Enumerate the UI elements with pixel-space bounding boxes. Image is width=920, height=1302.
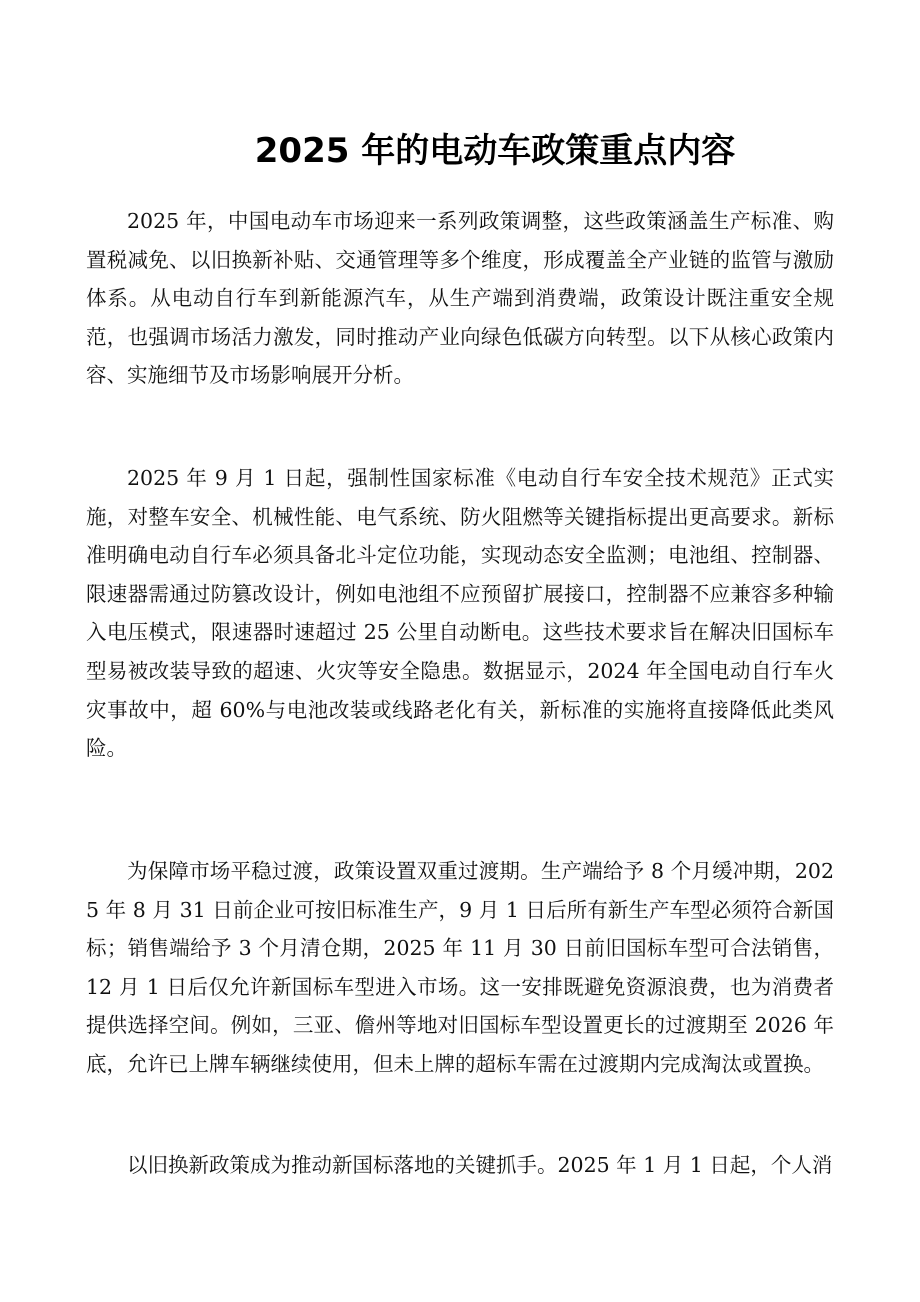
- paragraph-trade-in: 以旧换新政策成为推动新国标落地的关键抓手。2025 年 1 月 1 日起，个人消: [127, 1153, 833, 1177]
- document-title: 2025 年的电动车政策重点内容: [254, 131, 736, 171]
- paragraph-intro: 2025 年，中国电动车市场迎来一系列政策调整，这些政策涵盖生产标准、购置税减免、以旧换新补贴、交通管理等多个维度，形成覆盖全产业链的监管与激励体系。从电动自行车到新能源汽车，从生产端到消费端，政策设计既注重安全规范，也强调市场活力激发，同时推动产业向绿色低碳方向转型。以下从核心政策内容、实施细节及市场影响展开分析。: [86, 209, 834, 388]
- paragraph-safety-standard: 2025 年 9 月 1 日起，强制性国家标准《电动自行车安全技术规范》正式实施，对整车安全、机械性能、电气系统、防火阻燃等关键指标提出更高要求。新标准明确电动自行车必须具备北斗定位功能，实现动态安全监测；电池组、控制器、限速器需通过防篡改设计，例如电池组不应预留扩展接口，控制器不应兼容多种输入电压模式，限速器时速超过 25 公里自动断电。这些技术要求旨在解决旧国标车型易被改装导致的超速、火灾等安全隐患。数据显示，2024 年全国电动自行车火灾事故中，超 60%与电池改装或线路老化有关，新标准的实施将直接降低此类风险。: [86, 466, 834, 761]
- paragraph-transition-period: 为保障市场平稳过渡，政策设置双重过渡期。生产端给予 8 个月缓冲期，2025 年 8 月 31 日前企业可按旧标准生产，9 月 1 日后所有新生产车型必须符合新国标；销售端给予 3 个月清仓期，2025 年 11 月 30 日前旧国标车型可合法销售，12 月 1 日后仅允许新国标车型进入市场。这一安排既避免资源浪费，也为消费者提供选择空间。例如，三亚、儋州等地对旧国标车型设置更长的过渡期至 2026 年底，允许已上牌车辆继续使用，但未上牌的超标车需在过渡期内完成淘汰或置换。: [86, 859, 834, 1076]
